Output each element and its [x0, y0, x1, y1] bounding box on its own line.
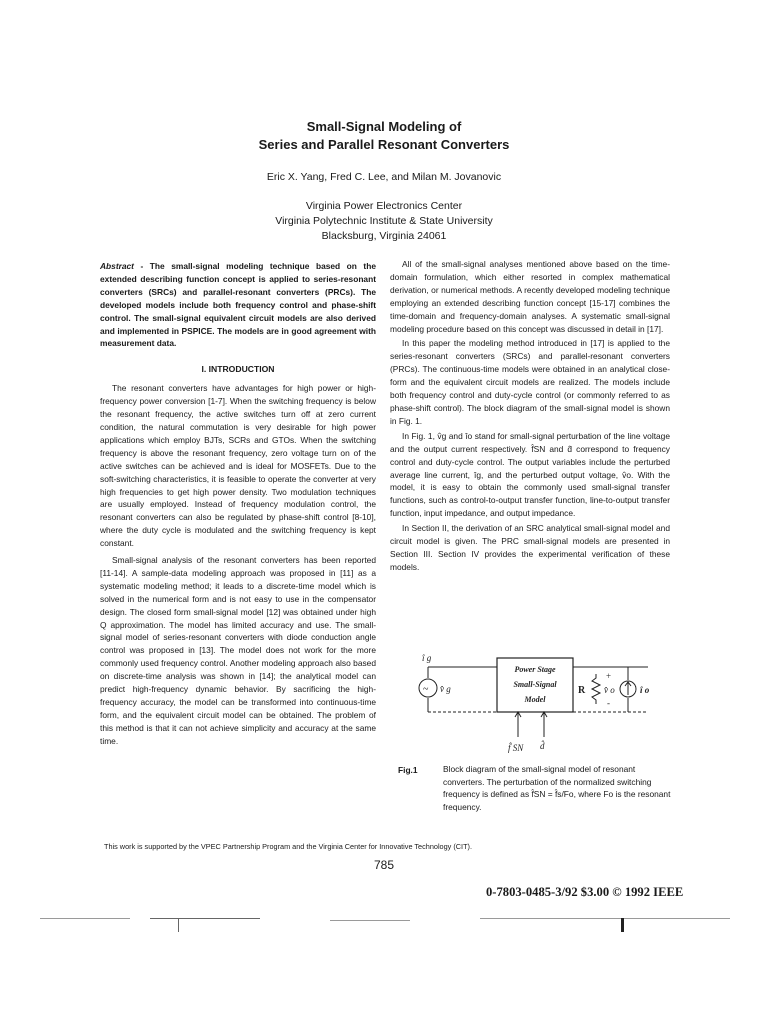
paragraph: In this paper the modeling method introduced in [17] is applied to the series-resonant converters (SRCs) and parallel-resonant converters (PRCs). The continuous-time models were obtained in an analytical close-form and the equivalent circuit models are realized. The models include both frequency control and duty-cycle control (or commonly referred to as phase-shift control). The block diagram of the small-signal model is shown in Fig. 1.: [390, 338, 670, 426]
block-label-3: Model: [524, 695, 546, 704]
paragraph: In Fig. 1, v̂g and îo stand for small-signal perturbation of the line voltage and the output current respectively. f̂SN and d̂ correspond to frequency control and duty-cycle control. The output variables include the perturbed average line current, îg, and the perturbed output voltage, v̂o. With the model, it is easy to obtain the commonly used small-signal transfer functions, such as control-to-output transfer function, line-to-output transfer function, input impedance, and output impedance.: [390, 430, 670, 519]
output-plus-sign: +: [606, 671, 612, 681]
block-label-1: Power Stage: [514, 665, 556, 674]
affiliation-line-3: Blacksburg, Virginia 24061: [321, 230, 447, 242]
title-line-2: Series and Parallel Resonant Converters: [258, 137, 510, 152]
figure-block-diagram: [392, 652, 672, 762]
frequency-control-label: f̂ SN: [508, 743, 524, 753]
paragraph: Small-signal analysis of the resonant converters has been reported [11-14]. A sample-data modeling approach was proposed in [11] as a systematic modeling method; it leads to a discrete-time model which is solved in the numerical form and is not easy to use in the compensator design. The closed form small-signal model [12] was obtained under high Q approximation. The model has limited accuracy and use. The small-signal model of series-resonant converters with diode conduction angle control was proposed in [13]. The model does not work for the more commonly used frequency control. Another modeling approach also based on discrete-time analysis was shown in [14]; the analytical model can predict high-frequency dynamic behavior. By sacrificing the high-frequency accuracy, the model can be transformed into continuous-time form, and the equivalent circuit model can be obtained. The problem of this method is that it can not achieve simplicity and accuracy at the same time.: [100, 555, 376, 746]
copyright-notice: 0-7803-0485-3/92 $3.00 © 1992 IEEE: [486, 885, 684, 899]
abstract-label: Abstract: [100, 261, 134, 271]
output-voltage-label: v̂ o: [604, 685, 615, 695]
affiliation-line-2: Virginia Polytechnic Institute & State University: [275, 215, 493, 227]
input-current-label: î g: [422, 653, 432, 663]
scan-artifact-line: [150, 918, 260, 919]
paragraph: All of the small-signal analyses mentioned above based on the time-domain formulation, which either resorted in complex mathematical derivation, or numerical methods. A recently developed modeling technique employing an extended describing function concept [15-17] combines the time-domain and frequency-domain analyses. A systematic small-signal modeling procedure based on this concept was discussed in detail in [17].: [390, 259, 670, 334]
abstract: [100, 260, 376, 350]
resistor-icon: [592, 674, 600, 704]
output-minus-sign: -: [607, 698, 610, 708]
figure-caption: Block diagram of the small-signal model of resonant converters. The perturbation of the normalized switching frequency is defined as f̂SN = f̂s/Fo, where Fo is the resonant frequency.: [443, 764, 671, 812]
authors: Eric X. Yang, Fred C. Lee, and Milan M. Jovanovic: [266, 171, 502, 183]
right-column: [390, 258, 670, 574]
page-number: 785: [373, 858, 395, 872]
footnote: This work is supported by the VPEC Partnership Program and the Virginia Center for Innovative Technology (CIT).: [104, 842, 472, 851]
scan-artifact-mark: [178, 918, 179, 932]
scan-artifact-line: [480, 918, 730, 919]
paragraph: In Section II, the derivation of an SRC analytical small-signal model and circuit model is given. The PRC small-signal models are presented in Section III. Section IV provides the experimental verification of these models.: [390, 523, 670, 572]
scan-artifact-line: [40, 918, 130, 919]
affiliation: [0, 199, 768, 244]
load-resistor-label: R: [578, 685, 586, 696]
block-label-2: Small-Signal: [513, 680, 557, 689]
svg-text:~: ~: [423, 684, 429, 695]
left-column: [100, 260, 376, 748]
scan-artifact-mark: [621, 918, 624, 932]
title-line-1: Small-Signal Modeling of: [306, 119, 462, 134]
paper-title: [0, 118, 768, 154]
input-voltage-label: v̂ g: [440, 684, 451, 694]
output-current-label: î o: [640, 685, 650, 695]
scan-artifact-line: [330, 920, 410, 921]
duty-cycle-control-label: d̂: [540, 741, 545, 751]
affiliation-line-1: Virginia Power Electronics Center: [305, 200, 463, 212]
figure-caption-label: Fig.1: [398, 765, 418, 775]
abstract-text: - The small-signal modeling technique based on the extended describing function concept is applied to series-resonant converters (SRCs) and parallel-resonant converters (PRCs). The developed models include both frequency control and phase-shift control. The small-signal equivalent circuit models are also derived and implemented in PSPICE. The models are in good agreement with measurement data.: [100, 261, 376, 349]
paragraph: The resonant converters have advantages for high power or high-frequency power conversion [1-7]. When the switching frequency is below the resonant frequency, the active switches turn off at zero current condition, the natural commutation is very desirable for high power applications which employ BJTs, SCRs and GTOs. When the switching frequency is above the resonant frequency, zero voltage turn on of the active switches can be achieved and is ideal for MOSFETs. Due to the soft-switching characteristics, it is feasible to operate the converter at very high frequencies to get high power density. Two modulation techniques are usually employed. Instead of frequency modulation control, the resonant converters can also be regulated by phase-shift control [8-10], where the duty cycle is modulated and the switching frequency is kept constant.: [100, 383, 376, 549]
section-heading-introduction: I. INTRODUCTION: [201, 364, 275, 375]
